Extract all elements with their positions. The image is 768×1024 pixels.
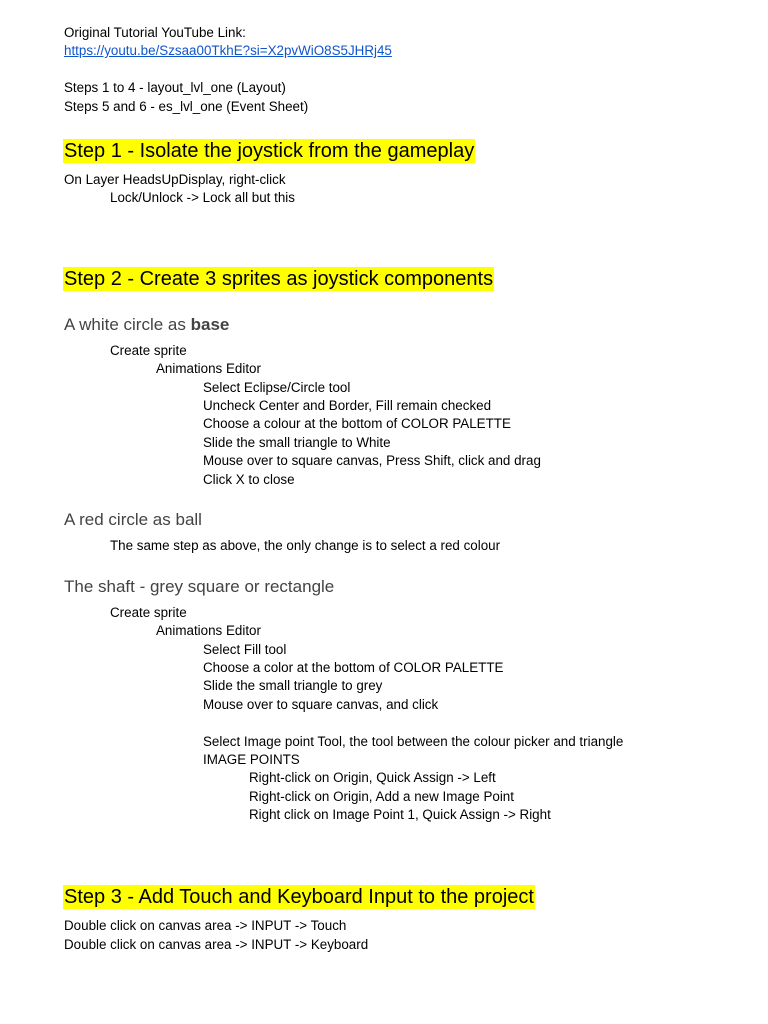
step3-line-1: Double click on canvas area -> INPUT -> Touch [64, 918, 347, 933]
steps-layout-note: Steps 1 to 4 - layout_lvl_one (Layout) [64, 80, 286, 95]
base-step-line: Click X to close [203, 472, 295, 487]
steps-event-note: Steps 5 and 6 - es_lvl_one (Event Sheet) [64, 99, 309, 114]
shaft-step-line: Animations Editor [156, 623, 261, 638]
shaft-step-line: Select Fill tool [203, 642, 287, 657]
ball-step-line: The same step as above, the only change is to select a red colour [110, 538, 501, 553]
base-step-line: Select Eclipse/Circle tool [203, 380, 351, 395]
shaft-step-line: Right-click on Origin, Add a new Image Point [249, 789, 514, 804]
base-subheading-prefix: A white circle as [64, 315, 191, 334]
base-subheading [64, 315, 229, 335]
step2-heading: Step 2 - Create 3 sprites as joystick components [64, 268, 494, 290]
base-subheading-bold: base [190, 315, 230, 334]
base-step-line: Uncheck Center and Border, Fill remain checked [203, 398, 492, 413]
shaft-subheading: The shaft - grey square or rectangle [64, 577, 335, 596]
base-step-line: Choose a colour at the bottom of COLOR PALETTE [203, 416, 511, 431]
base-step-line: Mouse over to square canvas, Press Shift, click and drag [203, 453, 541, 468]
youtube-link[interactable]: https://youtu.be/Szsaa00TkhE?si=X2pvWiO8S5JHRj45 [64, 43, 392, 58]
base-step-line: Create sprite [110, 343, 187, 358]
base-step-line: Slide the small triangle to White [203, 435, 391, 450]
shaft-step-line: Right click on Image Point 1, Quick Assign -> Right [249, 807, 551, 822]
base-step-line: Animations Editor [156, 361, 261, 376]
shaft-step-line: Slide the small triangle to grey [203, 678, 383, 693]
shaft-step-line: Right-click on Origin, Quick Assign -> Left [249, 770, 496, 785]
step3-line-2: Double click on canvas area -> INPUT -> Keyboard [64, 937, 369, 952]
step3-heading: Step 3 - Add Touch and Keyboard Input to the project [64, 886, 534, 908]
shaft-step-line: Choose a color at the bottom of COLOR PALETTE [203, 660, 504, 675]
shaft-step-line: IMAGE POINTS [203, 752, 300, 767]
step1-heading: Step 1 - Isolate the joystick from the gameplay [64, 140, 475, 162]
shaft-step-line: Mouse over to square canvas, and click [203, 697, 439, 712]
ball-subheading: A red circle as ball [64, 510, 202, 529]
step1-line-2: Lock/Unlock -> Lock all but this [110, 190, 295, 205]
shaft-step-line: Select Image point Tool, the tool between the colour picker and triangle [203, 734, 624, 749]
tutorial-link-label: Original Tutorial YouTube Link: [64, 25, 246, 40]
shaft-step-line: Create sprite [110, 605, 187, 620]
step1-line-1: On Layer HeadsUpDisplay, right-click [64, 172, 286, 187]
